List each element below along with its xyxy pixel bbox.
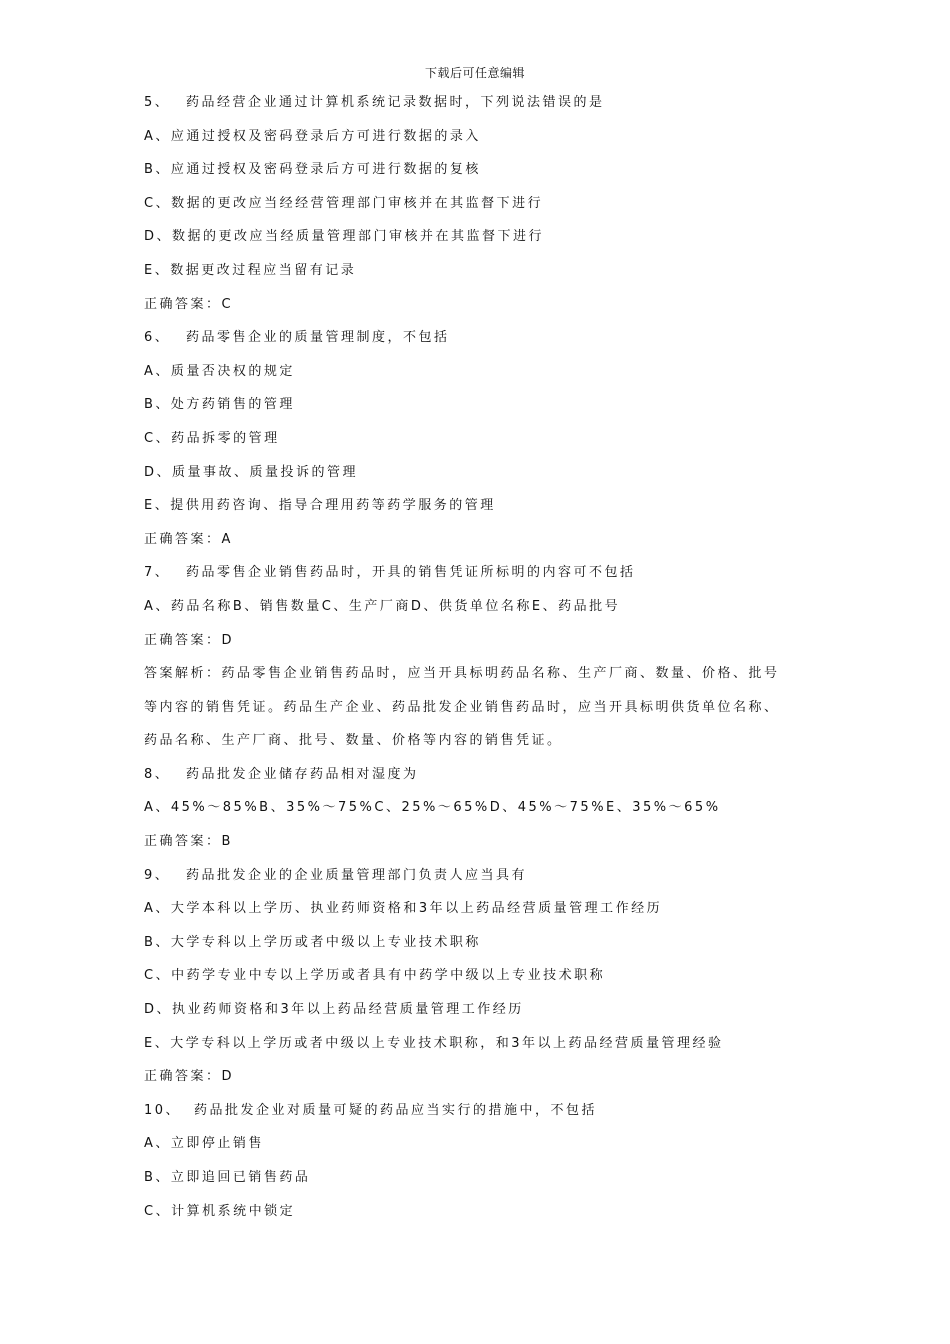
correct-answer: 正确答案：A bbox=[144, 531, 233, 547]
question-5-stem bbox=[144, 94, 824, 128]
question-6-stem bbox=[144, 329, 824, 363]
question-text: 药品批发企业对质量可疑的药品应当实行的措施中，不包括 bbox=[194, 1102, 598, 1118]
page-header: 下载后可任意编辑 bbox=[424, 66, 525, 80]
options-inline: A、药品名称B、销售数量C、生产厂商D、供货单位名称E、药品批号 bbox=[144, 598, 621, 614]
answer-explanation-line-3: 药品名称、生产厂商、批号、数量、价格等内容的销售凭证。 bbox=[144, 733, 563, 749]
question-number: 7、 bbox=[144, 565, 171, 581]
option-d: D、质量事故、质量投诉的管理 bbox=[144, 464, 359, 480]
option-c: C、中药学专业中专以上学历或者具有中药学中级以上专业技术职称 bbox=[144, 968, 606, 984]
question-text: 药品零售企业销售药品时，开具的销售凭证所标明的内容可不包括 bbox=[186, 565, 636, 581]
option-c: C、计算机系统中锁定 bbox=[144, 1203, 296, 1219]
question-8-stem bbox=[144, 766, 824, 800]
question-number: 9、 bbox=[144, 867, 171, 883]
question-number: 10、 bbox=[144, 1102, 182, 1118]
option-e: E、提供用药咨询、指导合理用药等药学服务的管理 bbox=[144, 498, 496, 514]
option-d: D、执业药师资格和3年以上药品经营质量管理工作经历 bbox=[144, 1002, 524, 1018]
option-e: E、大学专科以上学历或者中级以上专业技术职称，和3年以上药品经营质量管理经验 bbox=[144, 1035, 724, 1051]
question-7-stem bbox=[144, 564, 824, 598]
correct-answer: 正确答案：D bbox=[144, 632, 235, 648]
correct-answer: 正确答案：B bbox=[144, 834, 233, 850]
question-number: 5、 bbox=[144, 95, 171, 110]
option-e: E、数据更改过程应当留有记录 bbox=[144, 262, 357, 278]
question-text: 药品经营企业通过计算机系统记录数据时，下列说法错误的是 bbox=[186, 95, 605, 110]
option-b: B、立即追回已销售药品 bbox=[144, 1170, 311, 1185]
question-text: 药品批发企业的企业质量管理部门负责人应当具有 bbox=[186, 867, 528, 883]
question-text: 药品零售企业的质量管理制度，不包括 bbox=[186, 330, 450, 346]
option-b: B、处方药销售的管理 bbox=[144, 397, 295, 413]
option-a: A、质量否决权的规定 bbox=[144, 363, 295, 379]
correct-answer: 正确答案：C bbox=[144, 296, 234, 312]
option-a: A、应通过授权及密码登录后方可进行数据的录入 bbox=[144, 128, 481, 144]
option-b: B、应通过授权及密码登录后方可进行数据的复核 bbox=[144, 162, 481, 178]
document-body bbox=[144, 94, 824, 1236]
question-number: 8、 bbox=[144, 766, 171, 782]
option-a: A、立即停止销售 bbox=[144, 1136, 264, 1152]
option-c: C、药品拆零的管理 bbox=[144, 430, 280, 446]
question-number: 6、 bbox=[144, 330, 171, 346]
question-text: 药品批发企业储存药品相对湿度为 bbox=[186, 766, 419, 782]
correct-answer: 正确答案：D bbox=[144, 1069, 235, 1085]
option-d: D、数据的更改应当经质量管理部门审核并在其监督下进行 bbox=[144, 229, 545, 245]
answer-explanation-line-2: 等内容的销售凭证。药品生产企业、药品批发企业销售药品时，应当开具标明供货单位名称、 bbox=[144, 699, 780, 715]
answer-explanation-line-1: 答案解析：药品零售企业销售药品时，应当开具标明药品名称、生产厂商、数量、价格、批号 bbox=[144, 666, 780, 682]
option-b: B、大学专科以上学历或者中级以上专业技术职称 bbox=[144, 934, 481, 950]
question-10-stem bbox=[144, 1102, 824, 1136]
options-inline: A、45%～85%B、35%～75%C、25%～65%D、45%～75%E、35%～65% bbox=[144, 800, 721, 816]
option-c: C、数据的更改应当经经营管理部门审核并在其监督下进行 bbox=[144, 195, 544, 211]
option-a: A、大学本科以上学历、执业药师资格和3年以上药品经营质量管理工作经历 bbox=[144, 901, 663, 917]
question-9-stem bbox=[144, 867, 824, 901]
